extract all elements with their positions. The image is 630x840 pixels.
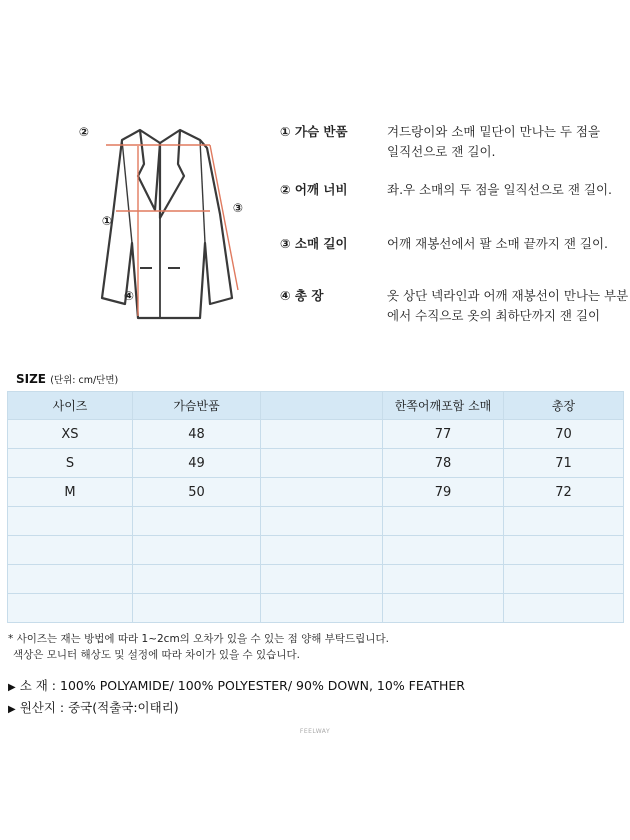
material-value: : 100% POLYAMIDE/ 100% POLYESTER/ 90% DOWN, 10% FEATHER [47, 678, 465, 693]
table-cell [8, 536, 133, 565]
table-row [8, 449, 624, 478]
table-cell [133, 565, 261, 594]
header-blank [261, 392, 383, 420]
legend-line: 에서 수직으로 옷의 최하단까지 잰 길이 [387, 308, 601, 323]
table-cell [133, 594, 261, 623]
table-cell: 78 [383, 449, 504, 478]
legend-line: 어깨 재봉선에서 팔 소매 끝까지 잰 길이. [387, 236, 609, 251]
table-header-row [8, 392, 624, 420]
table-cell [261, 478, 383, 507]
table-cell [261, 536, 383, 565]
marker-1: ① [101, 214, 113, 228]
table-cell: XS [8, 420, 133, 449]
table-cell [504, 536, 624, 565]
table-cell: 77 [383, 420, 504, 449]
marker-4: ④ [123, 289, 135, 303]
table-cell [504, 594, 624, 623]
table-cell [261, 565, 383, 594]
note-line-1: * 사이즈는 재는 방법에 따라 1~2cm의 오차가 있을 수 있는 점 양해 부탁드립니다. [8, 633, 389, 645]
left-sleeve-seam [122, 140, 132, 243]
table-cell: 79 [383, 478, 504, 507]
header-size: 사이즈 [8, 392, 133, 420]
size-section-title [16, 372, 118, 386]
marker-2: ② [78, 125, 90, 139]
legend-label: ② 어깨 너비 [280, 182, 348, 197]
size-table [7, 391, 624, 623]
triangle-right-icon: ▶ [8, 682, 16, 693]
header-length: 총장 [504, 392, 624, 420]
table-cell [504, 565, 624, 594]
table-cell [261, 449, 383, 478]
table-cell: 49 [133, 449, 261, 478]
header-chest: 가슴반품 [133, 392, 261, 420]
table-cell [8, 594, 133, 623]
origin-value: : 중국(적출국:이태리) [55, 700, 179, 715]
table-cell [383, 536, 504, 565]
marker-3: ③ [232, 201, 244, 215]
legend-label: ④ 총 장 [280, 288, 324, 303]
table-row [8, 420, 624, 449]
size-unit-text: (단위: cm/단면) [50, 375, 119, 386]
table-cell: 72 [504, 478, 624, 507]
table-cell [383, 507, 504, 536]
sleeve-length-line [210, 145, 238, 290]
table-cell [383, 565, 504, 594]
size-title-text: SIZE [16, 372, 47, 386]
table-cell: 70 [504, 420, 624, 449]
legend-line: 좌.우 소매의 두 점을 일직선으로 잰 길이. [387, 182, 612, 197]
legend-label: ① 가슴 반품 [280, 124, 348, 139]
table-cell [261, 420, 383, 449]
origin-label: 원산지 [19, 700, 56, 715]
table-row [8, 507, 624, 536]
legend-description [387, 286, 629, 326]
table-cell [261, 594, 383, 623]
table-row [8, 478, 624, 507]
table-cell [8, 507, 133, 536]
watermark: FEELWAY [299, 728, 331, 735]
right-sleeve-seam [200, 140, 205, 243]
table-cell: S [8, 449, 133, 478]
material-info [8, 676, 465, 694]
table-cell: M [8, 478, 133, 507]
table-row [8, 565, 624, 594]
legend-description [387, 234, 625, 254]
table-cell [8, 565, 133, 594]
table-cell [383, 594, 504, 623]
table-cell [133, 507, 261, 536]
note-line-2: 색상은 모니터 해상도 및 설정에 따라 차이가 있을 수 있습니다. [13, 649, 300, 661]
triangle-right-icon: ▶ [8, 704, 16, 715]
legend-label: ③ 소매 길이 [280, 236, 348, 251]
table-row [8, 594, 624, 623]
jacket-measurement-diagram [60, 118, 270, 330]
size-notes [8, 631, 389, 663]
table-cell [133, 536, 261, 565]
legend-line: 겨드랑이와 소매 밑단이 만나는 두 점을 [387, 124, 601, 139]
table-cell [504, 507, 624, 536]
legend-description [387, 122, 625, 162]
origin-info [8, 698, 179, 716]
table-cell: 50 [133, 478, 261, 507]
legend-line: 옷 상단 넥라인과 어깨 재봉선이 만나는 부분 [387, 288, 629, 303]
header-sleeve: 한쪽어깨포함 소매 [383, 392, 504, 420]
table-cell: 48 [133, 420, 261, 449]
table-cell: 71 [504, 449, 624, 478]
right-lapel [160, 130, 184, 218]
table-row [8, 536, 624, 565]
table-cell [261, 507, 383, 536]
material-label: 소 재 [19, 678, 48, 693]
legend-description [387, 180, 625, 200]
legend-line: 일직선으로 잰 길이. [387, 144, 496, 159]
